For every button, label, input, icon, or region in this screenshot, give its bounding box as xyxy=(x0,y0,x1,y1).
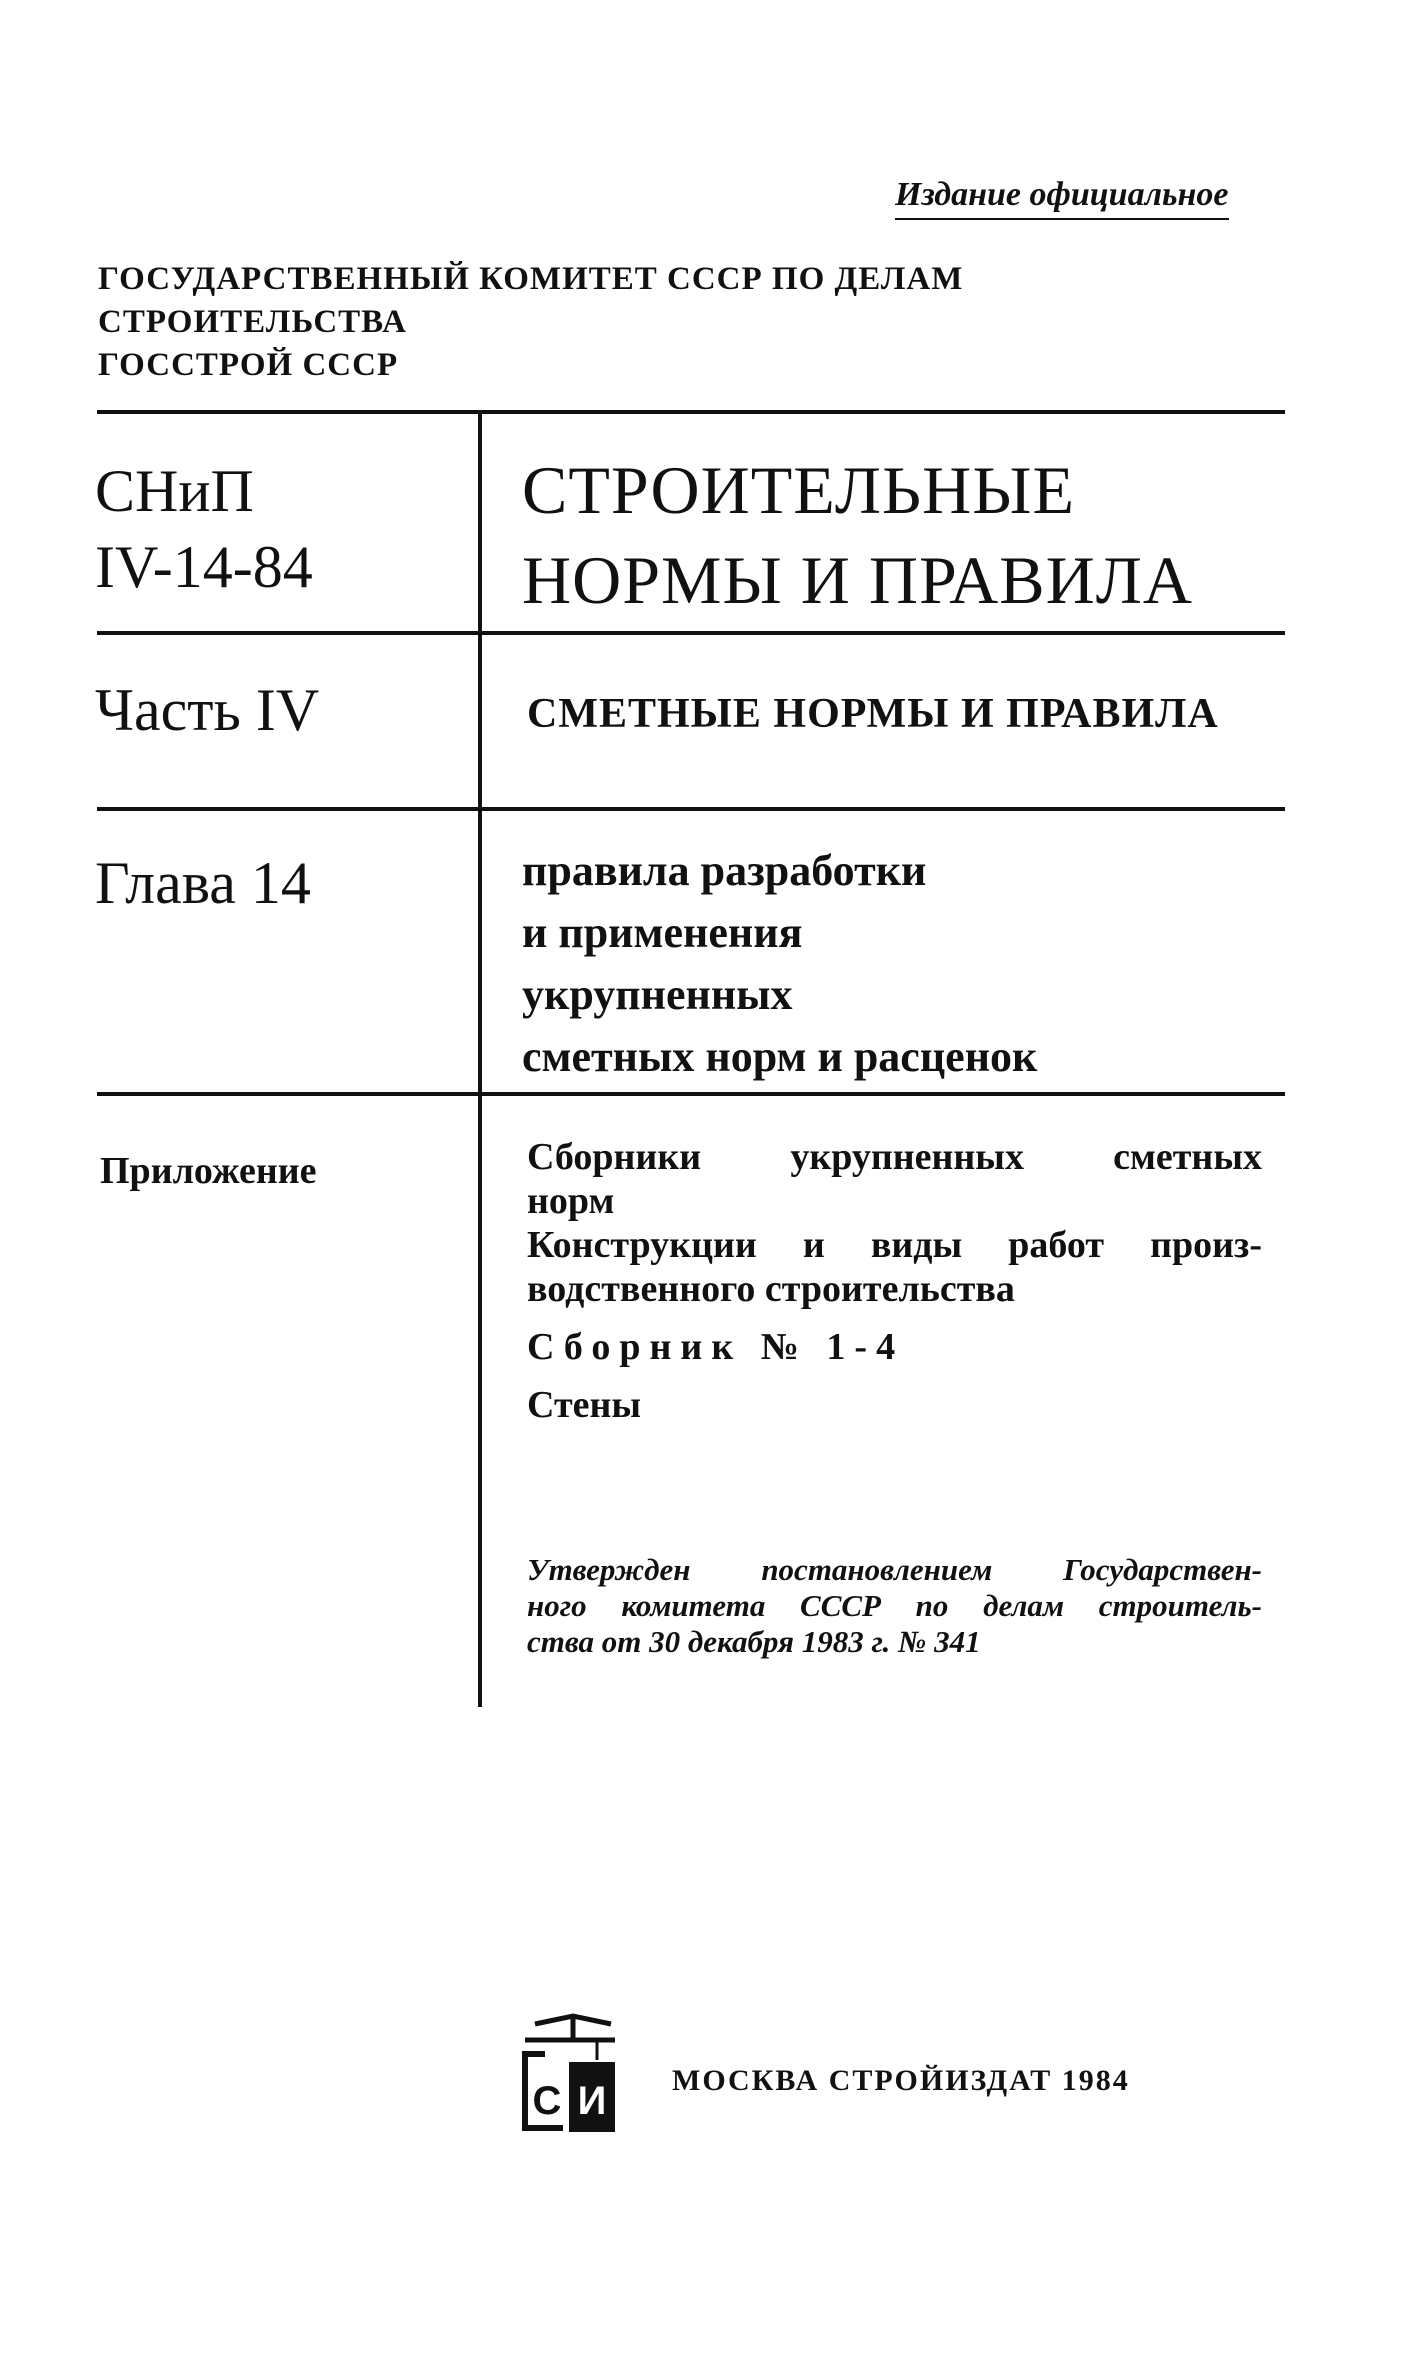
appendix-line-4: водственного строительства xyxy=(527,1268,1015,1310)
rule-appendix xyxy=(97,1092,1285,1096)
official-edition-note: Издание официальное xyxy=(895,176,1229,220)
stroyizdat-logo xyxy=(515,2010,625,2140)
rule-part xyxy=(97,631,1285,635)
chapter-title-line-4: сметных норм и расценок xyxy=(522,1032,1038,1081)
approval-line-3: ства от 30 декабря 1983 г. № 341 xyxy=(527,1624,981,1659)
logo-letter-s: С xyxy=(532,2079,562,2123)
part-label: Часть IV xyxy=(95,677,320,743)
appendix-line-3: Конструкции и виды работ произ- xyxy=(527,1224,1262,1266)
approval-note xyxy=(527,1552,1262,1660)
part-title: СМЕТНЫЕ НОРМЫ И ПРАВИЛА xyxy=(527,691,1219,737)
publisher-imprint: МОСКВА СТРОЙИЗДАТ 1984 xyxy=(672,2064,1130,2097)
appendix-label: Приложение xyxy=(100,1150,317,1192)
chapter-title-line-2: и применения xyxy=(522,908,803,957)
logo-letter-i: И xyxy=(577,2079,607,2123)
collection-number: Сборник № 1-4 xyxy=(527,1326,905,1368)
rule-chapter xyxy=(97,807,1285,811)
collection-subject: Стены xyxy=(527,1384,642,1426)
rule-top xyxy=(97,410,1285,414)
appendix-line-1: Сборники укрупненных сметных xyxy=(527,1136,1262,1178)
chapter-title-line-3: укрупненных xyxy=(522,970,793,1019)
column-divider xyxy=(478,414,482,1707)
chapter-title xyxy=(522,840,1037,1088)
document-title xyxy=(522,445,1193,625)
chapter-title-line-1: правила разработки xyxy=(522,846,927,895)
approval-line-2: ного комитета СССР по делам строитель- xyxy=(527,1588,1262,1623)
committee-heading xyxy=(98,258,963,387)
title-line-2: НОРМЫ И ПРАВИЛА xyxy=(522,542,1193,618)
document-code xyxy=(95,453,313,605)
appendix-line-2: норм xyxy=(527,1180,615,1222)
approval-line-1: Утвержден постановлением Государствен- xyxy=(527,1552,1262,1587)
code-line-2: IV-14-84 xyxy=(95,534,313,600)
committee-line-1: ГОСУДАРСТВЕННЫЙ КОМИТЕТ СССР ПО ДЕЛАМ xyxy=(98,261,964,297)
committee-line-2: СТРОИТЕЛЬСТВА xyxy=(98,304,407,340)
committee-line-3: ГОССТРОЙ СССР xyxy=(98,347,399,383)
title-line-1: СТРОИТЕЛЬНЫЕ xyxy=(522,452,1076,528)
appendix-body xyxy=(527,1135,1262,1427)
code-line-1: СНиП xyxy=(95,458,254,524)
chapter-label: Глава 14 xyxy=(95,850,311,916)
